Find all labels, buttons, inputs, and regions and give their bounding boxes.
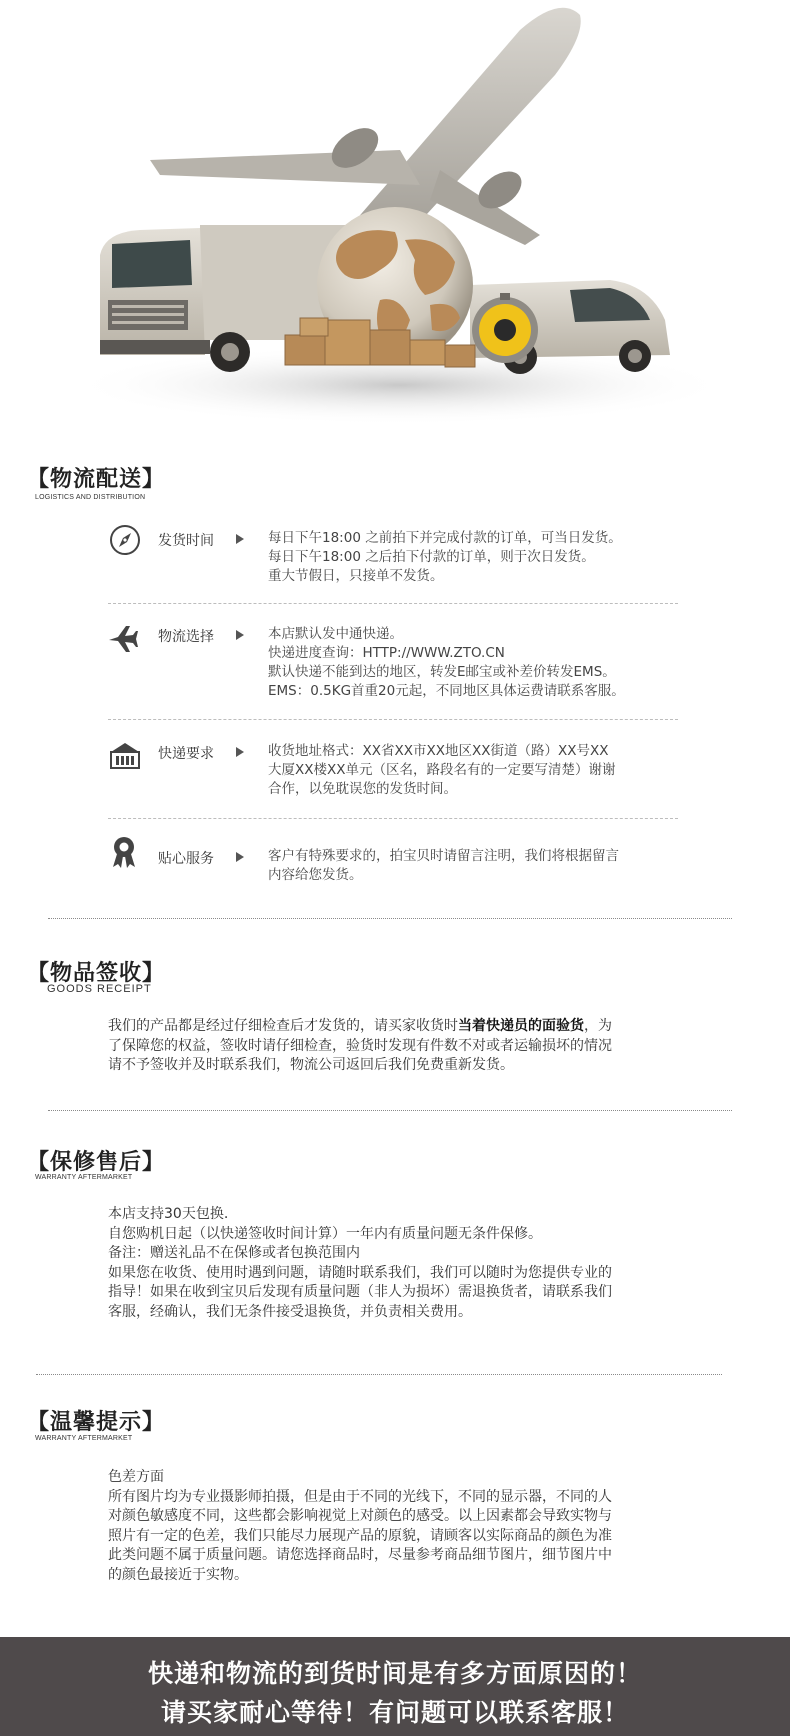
text-line: 默认快递不能到达的地区，转发E邮宝或补差价转发EMS。 bbox=[268, 664, 616, 680]
text-line: 合作，以免耽误您的发货时间。 bbox=[268, 781, 457, 797]
text-line: 此类问题不属于质量问题。请您选择商品时，尽量参考商品细节图片，细节图片中 bbox=[108, 1547, 612, 1563]
text-line: 快递进度查询：HTTP://WWW.ZTO.CN bbox=[268, 645, 505, 661]
goods-receipt-section-title: 【物品签收】 bbox=[27, 961, 166, 986]
section-divider bbox=[48, 1110, 732, 1111]
text-span: 我们的产品都是经过仔细检查后才发货的，请买家收货时 bbox=[108, 1018, 458, 1034]
compass-icon bbox=[108, 523, 142, 557]
row-text-logistics-choice bbox=[268, 625, 625, 701]
text-line: 所有图片均为专业摄影师拍摄，但是由于不同的光线下，不同的显示器，不同的人 bbox=[108, 1488, 612, 1505]
text-line: 对颜色敏感度不同，这些都会影响视觉上对颜色的感受。以上因素都会导致实物与 bbox=[108, 1508, 612, 1524]
goods-receipt-paragraph bbox=[108, 1017, 612, 1076]
row-label-delivery-requirements: 快递要求 bbox=[158, 746, 214, 762]
text-line: 每日下午18:00 之后拍下付款的订单，则于次日发货。 bbox=[268, 549, 595, 565]
text-line: 如果您在收货、使用时遇到问题，请随时联系我们，我们可以随时为您提供专业的 bbox=[108, 1264, 612, 1281]
section-divider bbox=[48, 918, 732, 919]
award-ribbon-icon bbox=[107, 835, 141, 869]
text-line: 本店支持30天包换. bbox=[108, 1206, 229, 1222]
footer-line-2: 请买家耐心等待！有问题可以联系客服！ bbox=[160, 1698, 629, 1727]
text-line: 色差方面 bbox=[108, 1469, 164, 1485]
text-line: 了保障您的权益，签收时请仔细检查，验货时发现有件数不对或者运输损坏的情况 bbox=[108, 1037, 612, 1054]
airplane-icon bbox=[106, 621, 140, 655]
goods-receipt-section-subtitle: GOODS RECEIPT bbox=[47, 983, 152, 995]
row-text-delivery-requirements bbox=[268, 742, 616, 799]
row-divider bbox=[108, 603, 678, 604]
logistics-hero-illustration bbox=[0, 0, 790, 450]
logistics-section-title: 【物流配送】 bbox=[27, 467, 166, 492]
row-label-delivery-time: 发货时间 bbox=[158, 533, 214, 549]
row-divider bbox=[108, 719, 678, 720]
text-line: 照片有一定的色差，我们只能尽力展现产品的原貌，请顾客以实际商品的颜色为准 bbox=[108, 1527, 612, 1544]
footer-banner bbox=[0, 1637, 790, 1736]
text-span: ，为 bbox=[584, 1018, 612, 1034]
building-icon bbox=[108, 738, 142, 772]
text-line: EMS：0.5KG首重20元起，不同地区具体运费请联系客服。 bbox=[268, 683, 625, 699]
tips-paragraph bbox=[108, 1468, 612, 1585]
row-label-caring-service: 贴心服务 bbox=[158, 851, 214, 867]
text-line bbox=[108, 1017, 612, 1037]
arrow-right-icon bbox=[236, 534, 244, 544]
warranty-section-title: 【保修售后】 bbox=[27, 1150, 166, 1175]
warranty-section-subtitle: WARRANTY AFTERMARKET bbox=[35, 1174, 133, 1181]
text-line: 客服，经确认，我们无条件接受退换货，并负责相关费用。 bbox=[108, 1303, 472, 1320]
text-line: 收货地址格式：XX省XX市XX地区XX街道（路）XX号XX bbox=[268, 743, 609, 759]
text-line: 请不予签收并及时联系我们，物流公司返回后我们免费重新发货。 bbox=[108, 1057, 514, 1073]
arrow-right-icon bbox=[236, 852, 244, 862]
warranty-paragraph bbox=[108, 1205, 612, 1322]
highlighted-text: 当着快递员的面验货 bbox=[458, 1018, 584, 1034]
text-line: 大厦XX楼XX单元（区名，路段名有的一定要写清楚）谢谢 bbox=[268, 762, 616, 778]
text-line: 内容给您发货。 bbox=[268, 867, 363, 883]
text-line: 重大节假日，只接单不发货。 bbox=[268, 568, 444, 584]
row-divider bbox=[108, 818, 678, 819]
row-text-delivery-time bbox=[268, 529, 622, 586]
tips-section-title: 【温馨提示】 bbox=[27, 1410, 166, 1435]
row-label-logistics-choice: 物流选择 bbox=[158, 629, 214, 645]
text-line: 自您购机日起（以快递签收时间计算）一年内有质量问题无条件保修。 bbox=[108, 1225, 542, 1242]
text-line: 备注：赠送礼品不在保修或者包换范围内 bbox=[108, 1245, 360, 1261]
text-line: 指导！如果在收到宝贝后发现有质量问题（非人为损坏）需退换货者，请联系我们 bbox=[108, 1284, 612, 1300]
text-line: 每日下午18:00 之前拍下并完成付款的订单，可当日发货。 bbox=[268, 530, 622, 546]
tips-section-subtitle: WARRANTY AFTERMARKET bbox=[35, 1435, 133, 1442]
text-line: 客户有特殊要求的，拍宝贝时请留言注明，我们将根据留言 bbox=[268, 848, 619, 864]
arrow-right-icon bbox=[236, 630, 244, 640]
text-line: 本店默认发中通快递。 bbox=[268, 626, 403, 642]
footer-line-1: 快递和物流的到货时间是有多方面原因的！ bbox=[147, 1659, 642, 1688]
text-line: 的颜色最接近于实物。 bbox=[108, 1566, 248, 1583]
arrow-right-icon bbox=[236, 747, 244, 757]
logistics-section-subtitle: LOGISTICS AND DISTRIBUTION bbox=[35, 494, 146, 501]
section-divider bbox=[36, 1374, 722, 1375]
row-text-caring-service bbox=[268, 847, 619, 885]
